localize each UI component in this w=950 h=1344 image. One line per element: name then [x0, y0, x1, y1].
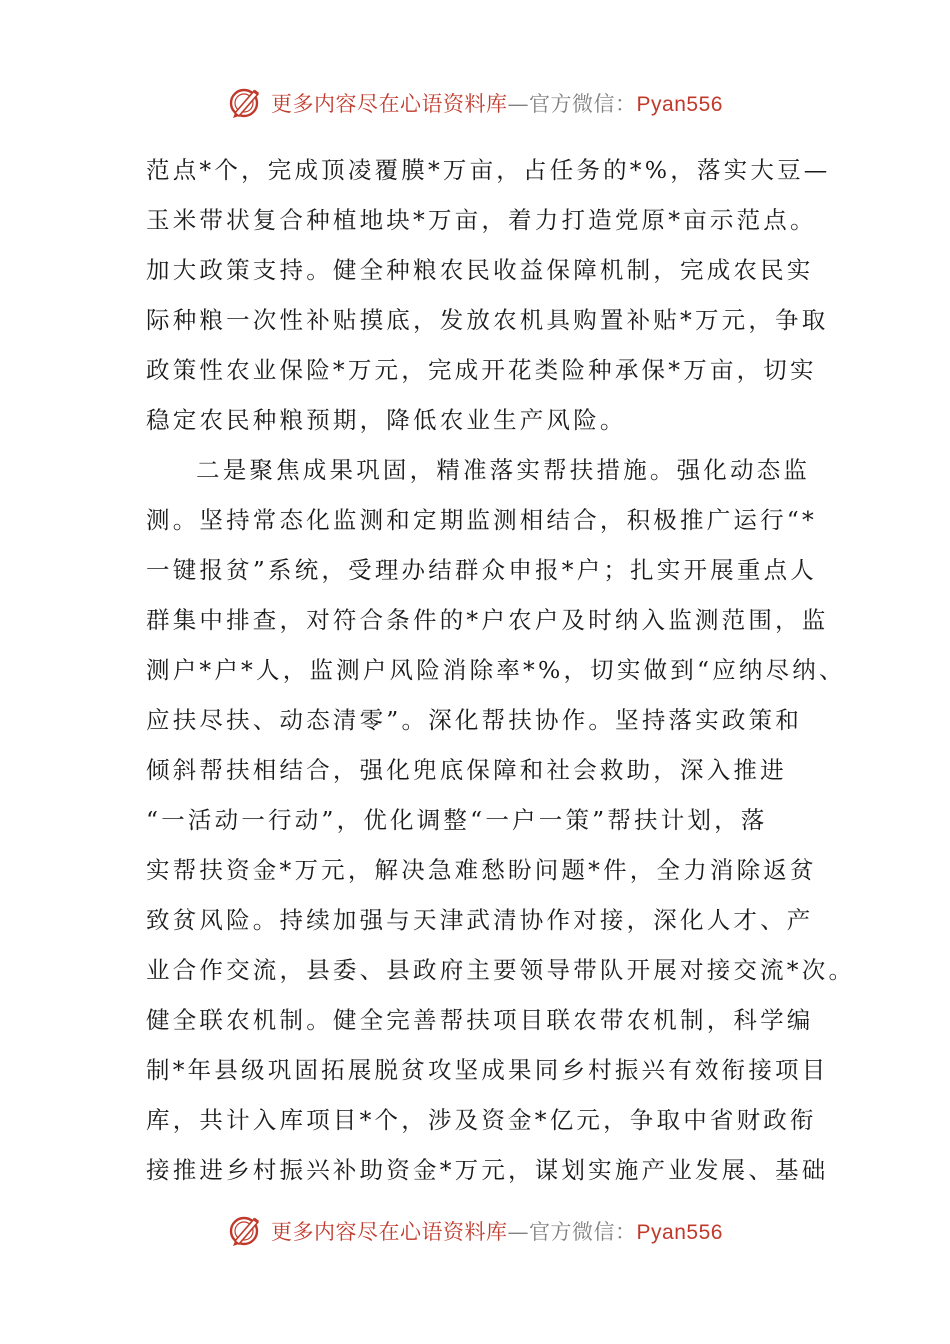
banner-wechat-id: Pyan556: [636, 1221, 723, 1244]
text-line: 一键报贫”系统，受理办结群众申报*户；扎实开展重点人: [146, 556, 817, 584]
text-line: 群集中排查，对符合条件的*户农户及时纳入监测范围，监: [146, 606, 829, 634]
text-line: 际种粮一次性补贴摸底，发放农机具购置补贴*万元，争取: [146, 306, 829, 334]
banner-wechat-label: 官方微信：: [529, 1220, 637, 1244]
text-line: 致贫风险。持续加强与天津武清协作对接，深化人才、产: [146, 906, 814, 934]
text-line: 加大政策支持。健全种粮农民收益保障机制，完成农民实: [146, 256, 814, 284]
banner-wechat-id: Pyan556: [636, 93, 723, 116]
banner-separator: —: [507, 92, 530, 116]
text-line: 实帮扶资金*万元，解决急难愁盼问题*件，全力消除返贫: [146, 856, 817, 884]
text-line: 测户*户*人，监测户风险消除率*%，切实做到“应纳尽纳、: [146, 656, 846, 684]
text-line: 政策性农业保险*万元，完成开花类险种承保*万亩，切实: [146, 356, 817, 384]
document-body: [146, 145, 856, 1195]
banner-brand: 更多内容尽在心语资料库: [271, 92, 508, 116]
banner-separator: —: [507, 1220, 530, 1244]
banner-text: [271, 1216, 723, 1246]
text-line: 测。坚持常态化监测和定期监测相结合，积极推广运行“*: [146, 506, 817, 534]
text-line: 接推进乡村振兴补助资金*万元，谋划实施产业发展、基础: [146, 1156, 829, 1184]
pen-circle-logo-icon: [227, 85, 263, 121]
text-line: 倾斜帮扶相结合，强化兜底保障和社会救助，深入推进: [146, 756, 787, 784]
text-line: 范点*个，完成顶凌覆膜*万亩，占任务的*%，落实大豆—: [146, 156, 831, 184]
header-banner: [0, 78, 950, 128]
text-line: 制*年县级巩固拓展脱贫攻坚成果同乡村振兴有效衔接项目: [146, 1056, 829, 1084]
text-line: 二是聚焦成果巩固，精准落实帮扶措施。强化动态监: [196, 456, 811, 484]
banner-wechat-label: 官方微信：: [529, 92, 637, 116]
text-line: 业合作交流，县委、县政府主要领导带队开展对接交流*次。: [146, 956, 856, 984]
text-line: “一活动一行动”，优化调整“一户一策”帮扶计划，落: [146, 806, 768, 834]
text-line: 库，共计入库项目*个，涉及资金*亿元，争取中省财政衔: [146, 1106, 817, 1134]
banner-brand: 更多内容尽在心语资料库: [271, 1220, 508, 1244]
pen-circle-logo-icon: [227, 1213, 263, 1249]
text-line: 健全联农机制。健全完善帮扶项目联农带农机制，科学编: [146, 1006, 814, 1034]
text-line: 玉米带状复合种植地块*万亩，着力打造党原*亩示范点。: [146, 206, 817, 234]
text-line: 稳定农民种粮预期，降低农业生产风险。: [146, 406, 627, 434]
text-line: 应扶尽扶、动态清零”。深化帮扶协作。坚持落实政策和: [146, 706, 803, 734]
footer-banner: [0, 1206, 950, 1256]
banner-text: [271, 88, 723, 118]
